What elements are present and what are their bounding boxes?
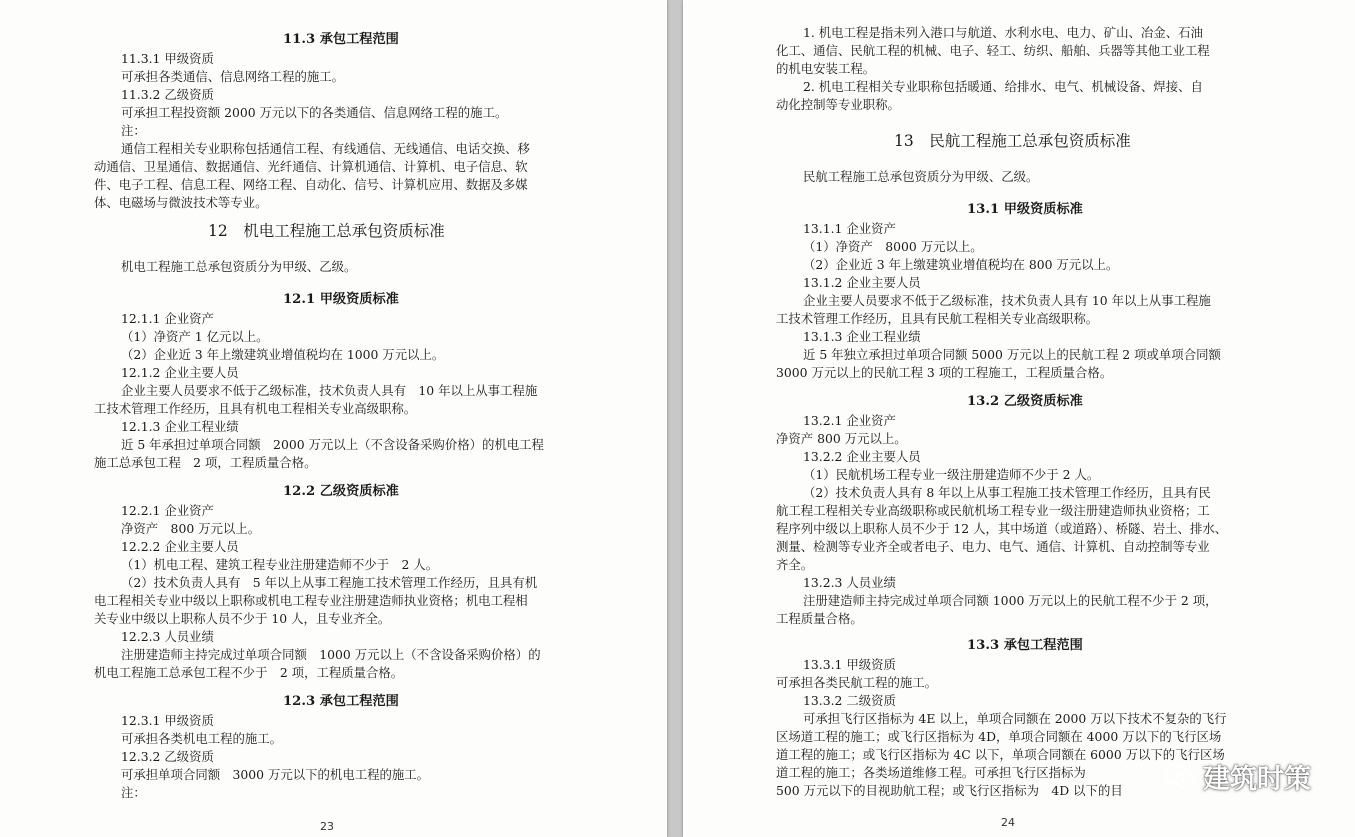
text-line: 13.2.3 人员业绩 bbox=[803, 575, 896, 590]
text-line: 500 万元以下的目视助航工程；或飞行区指标为 4D 以下的目 bbox=[776, 783, 1123, 798]
text-line: 通信工程相关专业职称包括通信工程、有线通信、无线通信、电话交换、移 bbox=[121, 141, 530, 156]
chapter-heading: 13 民航工程施工总承包资质标准 bbox=[894, 132, 1131, 150]
watermark bbox=[1163, 757, 1311, 796]
text-line: 体、电磁场与微波技术等专业。 bbox=[94, 195, 268, 210]
text-line: 工程质量合格。 bbox=[776, 611, 863, 626]
text-line: 11.3.2 乙级资质 bbox=[121, 87, 214, 102]
text-line: 可承担单项合同额 3000 万元以下的机电工程的施工。 bbox=[121, 767, 430, 782]
text-line: 施工总承包工程 2 项，工程质量合格。 bbox=[94, 455, 317, 470]
section-heading: 13.2 乙级资质标准 bbox=[967, 394, 1083, 409]
text-line: 3000 万元以上的民航工程 3 项的工程施工，工程质量合格。 bbox=[776, 365, 1113, 380]
text-line: 企业主要人员要求不低于乙级标准，技术负责人具有 10 年以上从事工程施 bbox=[121, 383, 538, 398]
text-line: 动化控制等专业职称。 bbox=[776, 97, 900, 112]
text-line: 道工程的施工；或飞行区指标为 4C 以下，单项合同额在 6000 万以下的飞行区场 bbox=[776, 747, 1225, 762]
text-line: 件、电子工程、信息工程、网络工程、自动化、信号、计算机应用、数据及多媒 bbox=[94, 177, 528, 192]
text-line: 可承担各类通信、信息网络工程的施工。 bbox=[121, 69, 345, 84]
text-line: （1）机电工程、建筑工程专业注册建造师不少于 2 人。 bbox=[121, 557, 439, 572]
text-line: 电工程相关专业中级以上职称或机电工程专业注册建造师执业资格；机电工程相 bbox=[94, 593, 528, 608]
section-heading: 13.1 甲级资质标准 bbox=[967, 202, 1083, 217]
text-line: 12.1.2 企业主要人员 bbox=[121, 365, 239, 380]
text-line: 注册建造师主持完成过单项合同额 1000 万元以上（不含设备采购价格）的 bbox=[121, 647, 541, 662]
text-line: 机电工程施工总承包资质分为甲级、乙级。 bbox=[121, 259, 357, 274]
text-line: 民航工程施工总承包资质分为甲级、乙级。 bbox=[803, 169, 1039, 184]
page-number: 23 bbox=[320, 820, 334, 833]
text-line: （2）技术负责人具有 5 年以上从事工程施工技术管理工作经历，且具有机 bbox=[121, 575, 538, 590]
text-line: 机电工程施工总承包工程不少于 2 项，工程质量合格。 bbox=[94, 665, 404, 680]
text-line: 齐全。 bbox=[776, 557, 814, 572]
text-line: 的机电安装工程。 bbox=[776, 61, 876, 76]
text-line: 道工程的施工；各类场道维修工程。可承担飞行区指标为 bbox=[776, 765, 1086, 780]
text-line: 13.1.1 企业资产 bbox=[803, 221, 896, 236]
text-line: 注： bbox=[121, 123, 146, 138]
text-line: 13.1.2 企业主要人员 bbox=[803, 275, 921, 290]
text-line: 可承担各类机电工程的施工。 bbox=[121, 731, 283, 746]
text-line: 12.3.1 甲级资质 bbox=[121, 713, 214, 728]
text-line: （2）企业近 3 年上缴建筑业增值税均在 800 万元以上。 bbox=[803, 257, 1119, 272]
chapter-heading: 12 机电工程施工总承包资质标准 bbox=[208, 222, 445, 240]
document-page-24 bbox=[683, 0, 1355, 837]
text-line: 13.2.2 企业主要人员 bbox=[803, 449, 921, 464]
page-number: 24 bbox=[1001, 816, 1015, 829]
text-line: 12.1.1 企业资产 bbox=[121, 311, 214, 326]
watermark-text: 建筑时策 bbox=[1203, 764, 1311, 795]
text-line: （2）技术负责人具有 8 年以上从事工程施工技术管理工作经历，且具有民 bbox=[803, 485, 1211, 500]
text-line: 工技术管理工作经历，且具有民航工程相关专业高级职称。 bbox=[776, 311, 1099, 326]
text-line: 13.1.3 企业工程业绩 bbox=[803, 329, 921, 344]
text-line: 化工、通信、民航工程的机械、电子、轻工、纺织、船舶、兵器等其他工业工程 bbox=[776, 43, 1210, 58]
text-line: （1）净资产 8000 万元以上。 bbox=[803, 239, 983, 254]
text-line: 13.3.2 二级资质 bbox=[803, 693, 896, 708]
text-line: 动通信、卫星通信、数据通信、光纤通信、计算机通信、计算机、电子信息、软 bbox=[94, 159, 528, 174]
text-line: 12.3.2 乙级资质 bbox=[121, 749, 214, 764]
text-line: 2. 机电工程相关专业职称包括暖通、给排水、电气、机械设备、焊接、自 bbox=[803, 79, 1203, 94]
section-heading: 12.2 乙级资质标准 bbox=[283, 484, 399, 499]
text-line: 净资产 800 万元以上。 bbox=[121, 521, 261, 536]
text-line: （2）企业近 3 年上缴建筑业增值税均在 1000 万元以上。 bbox=[121, 347, 445, 362]
text-line: 程序列中级以上职称人员不少于 12 人，其中场道（或道路）、桥隧、岩土、排水、 bbox=[776, 521, 1228, 536]
text-line: 测量、检测等专业齐全或者电子、电力、电气、通信、计算机、自动控制等专业 bbox=[776, 539, 1210, 554]
section-heading: 11.3 承包工程范围 bbox=[283, 32, 399, 47]
text-line: 1. 机电工程是指未列入港口与航道、水利水电、电力、矿山、冶金、石油 bbox=[803, 25, 1203, 40]
text-line: 12.2.2 企业主要人员 bbox=[121, 539, 239, 554]
text-line: （1）净资产 1 亿元以上。 bbox=[121, 329, 269, 344]
document-page-23 bbox=[0, 0, 667, 837]
text-line: 11.3.1 甲级资质 bbox=[121, 51, 214, 66]
wechat-logo-icon bbox=[1163, 762, 1197, 792]
text-line: 企业主要人员要求不低于乙级标准，技术负责人具有 10 年以上从事工程施 bbox=[803, 293, 1211, 308]
text-line: 注： bbox=[121, 785, 146, 800]
text-line: 关专业中级以上职称人员不少于 10 人，且专业齐全。 bbox=[94, 611, 391, 626]
text-line: 可承担飞行区指标为 4E 以上，单项合同额在 2000 万以下技术不复杂的飞行 bbox=[803, 711, 1227, 726]
text-line: 可承担各类民航工程的施工。 bbox=[776, 675, 938, 690]
text-line: 12.1.3 企业工程业绩 bbox=[121, 419, 239, 434]
text-line: 12.2.3 人员业绩 bbox=[121, 629, 214, 644]
text-line: 近 5 年承担过单项合同额 2000 万元以上（不含设备采购价格）的机电工程 bbox=[121, 437, 544, 452]
section-heading: 12.1 甲级资质标准 bbox=[283, 292, 399, 307]
text-line: 区场道工程的施工；或飞行区指标为 4D，单项合同额在 4000 万以下的飞行区场 bbox=[776, 729, 1222, 744]
text-line: 净资产 800 万元以上。 bbox=[776, 431, 907, 446]
text-line: （1）民航机场工程专业一级注册建造师不少于 2 人。 bbox=[803, 467, 1100, 482]
section-heading: 13.3 承包工程范围 bbox=[967, 638, 1083, 653]
text-line: 12.2.1 企业资产 bbox=[121, 503, 214, 518]
text-line: 13.3.1 甲级资质 bbox=[803, 657, 896, 672]
text-line: 可承担工程投资额 2000 万元以下的各类通信、信息网络工程的施工。 bbox=[121, 105, 508, 120]
section-heading: 12.3 承包工程范围 bbox=[283, 694, 399, 709]
text-line: 航工程工程相关专业高级职称或民航机场工程专业一级注册建造师执业资格；工 bbox=[776, 503, 1210, 518]
text-line: 13.2.1 企业资产 bbox=[803, 413, 896, 428]
text-line: 注册建造师主持完成过单项合同额 1000 万元以上的民航工程不少于 2 项， bbox=[803, 593, 1218, 608]
text-line: 近 5 年独立承担过单项合同额 5000 万元以上的民航工程 2 项或单项合同额 bbox=[803, 347, 1221, 362]
text-line: 工技术管理工作经历，且具有机电工程相关专业高级职称。 bbox=[94, 401, 417, 416]
